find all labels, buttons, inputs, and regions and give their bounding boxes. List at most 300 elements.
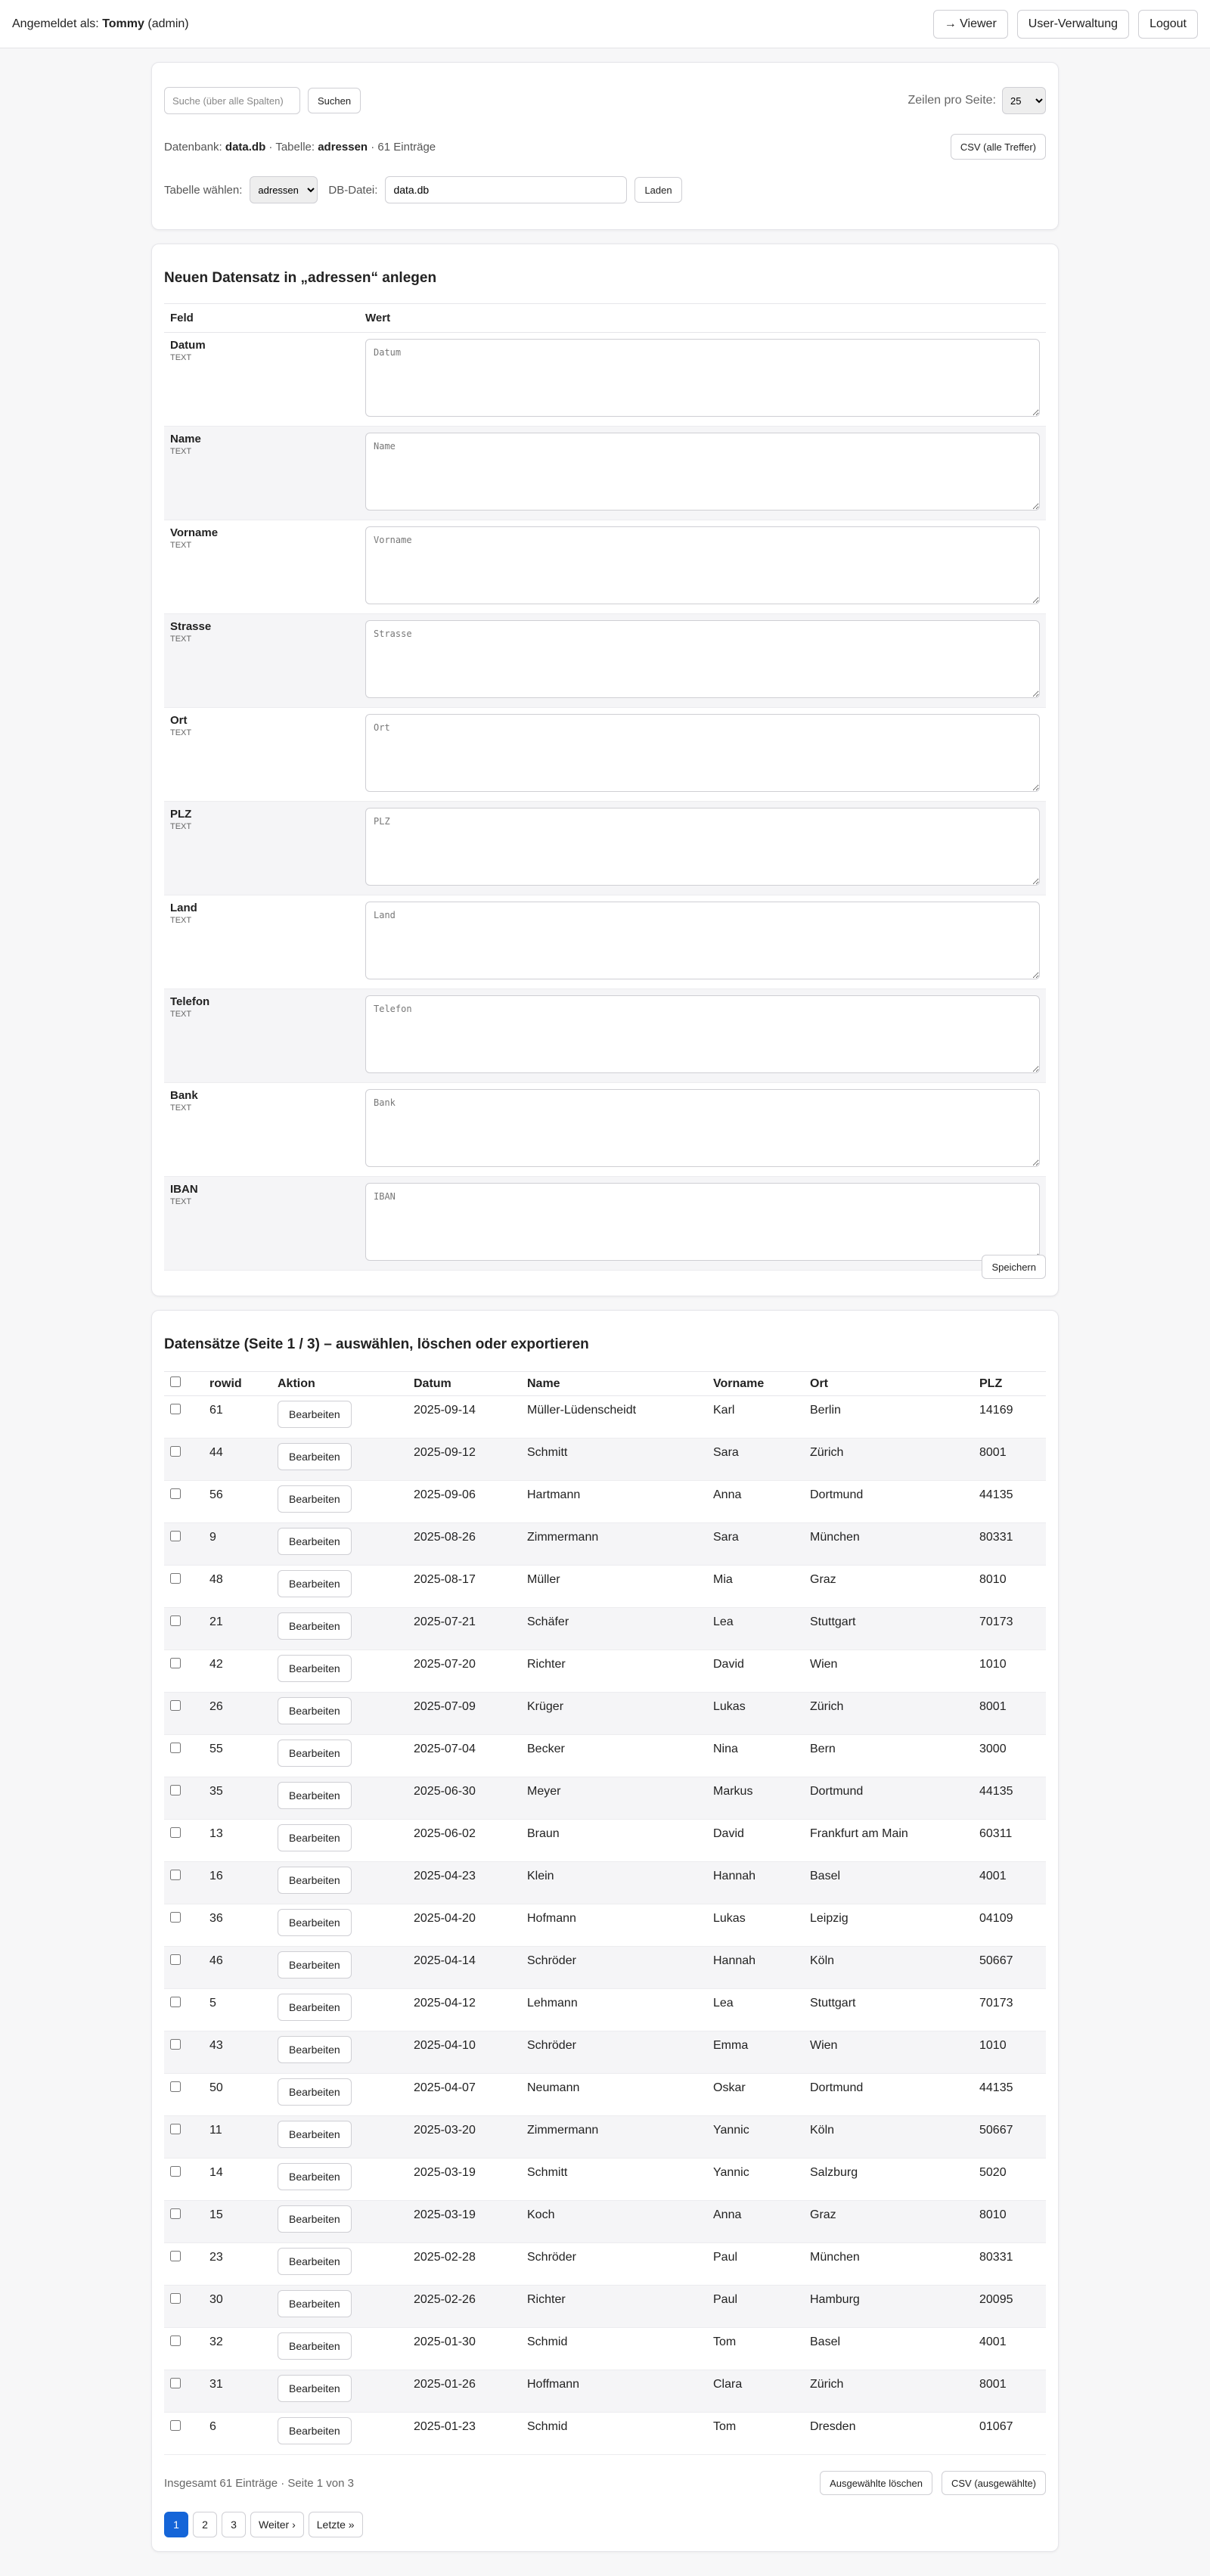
bank-textarea[interactable] [365,1089,1040,1167]
table-row [164,1439,1046,1481]
rowid-cell: 35 [203,1777,271,1820]
action-cell [271,1947,408,1989]
name-cell: Lehmann [521,1989,707,2031]
row-checkbox[interactable] [170,1743,181,1753]
user-role: (admin) [147,17,189,30]
viewer-button[interactable]: → Viewer [933,10,1008,39]
action-cell [271,2370,408,2413]
field-name: IBAN [170,1183,198,1196]
select-cell [164,2031,203,2074]
row-checkbox[interactable] [170,2124,181,2134]
table-row [164,1989,1046,2031]
field-cell [164,1083,359,1177]
row-checkbox[interactable] [170,1658,181,1668]
ort-cell: Dortmund [804,1777,973,1820]
ort-cell: Wien [804,2031,973,2074]
row-checkbox[interactable] [170,2081,181,2092]
select-cell [164,2159,203,2201]
table-select-row [164,176,1046,203]
value-cell [359,520,1046,614]
top-bar [0,0,1210,48]
row-checkbox[interactable] [170,1870,181,1880]
form-row-telefon [164,989,1046,1083]
page-2-button[interactable]: 2 [193,2512,217,2537]
plz-cell: 44135 [973,2074,1046,2116]
page-3-button[interactable]: 3 [222,2512,246,2537]
ort-cell: Basel [804,1862,973,1904]
row-checkbox[interactable] [170,2335,181,2346]
field-name: PLZ [170,808,192,821]
table-row [164,1777,1046,1820]
datum-cell: 2025-01-30 [408,2328,521,2370]
land-textarea[interactable] [365,902,1040,979]
strasse-textarea[interactable] [365,620,1040,698]
select-cell [164,1989,203,2031]
plz-cell: 5020 [973,2159,1046,2201]
col-datum: Datum [408,1372,521,1396]
select-cell [164,1947,203,1989]
rowid-cell: 31 [203,2370,271,2413]
db-label: Datenbank: [164,140,222,154]
row-checkbox[interactable] [170,1785,181,1795]
row-checkbox[interactable] [170,2208,181,2219]
save-button[interactable]: Speichern [982,1255,1046,1279]
select-cell [164,1693,203,1735]
action-cell [271,1608,408,1650]
vorname-cell: Paul [707,2286,804,2328]
name-cell: Schmitt [521,2159,707,2201]
rowid-cell: 44 [203,1439,271,1481]
controls-card [151,62,1059,230]
plz-cell: 8010 [973,1566,1046,1608]
field-cell [164,1177,359,1271]
table-label: Tabelle: [275,140,315,154]
field-cell [164,708,359,802]
table-row [164,1947,1046,1989]
edit-button[interactable]: Bearbeiten [278,2290,352,2317]
datum-cell: 2025-08-26 [408,1523,521,1566]
field-type: TEXT [170,447,192,456]
action-cell [271,1862,408,1904]
table-row [164,2370,1046,2413]
table-row [164,1904,1046,1947]
action-cell [271,1396,408,1439]
row-checkbox[interactable] [170,2378,181,2388]
search-row [164,87,1046,114]
rowid-cell: 26 [203,1693,271,1735]
ort-cell: Zürich [804,1693,973,1735]
records-footer [164,2471,1046,2495]
rowid-cell: 30 [203,2286,271,2328]
edit-button[interactable]: Bearbeiten [278,1951,352,1979]
field-type: TEXT [170,635,192,644]
edit-button[interactable]: Bearbeiten [278,1867,352,1894]
edit-button[interactable]: Bearbeiten [278,2248,352,2275]
delete-selected-button[interactable]: Ausgewählte löschen [820,2471,932,2495]
edit-button[interactable]: Bearbeiten [278,1570,352,1597]
table-select[interactable] [250,176,318,203]
form-row-land [164,895,1046,989]
select-cell [164,2328,203,2370]
name-cell: Zimmermann [521,1523,707,1566]
search-button[interactable]: Suchen [308,88,361,113]
db-file-label: DB-Datei: [328,183,378,197]
action-cell [271,2413,408,2455]
datum-cell: 2025-08-17 [408,1566,521,1608]
plz-cell: 1010 [973,1650,1046,1693]
datum-cell: 2025-06-02 [408,1820,521,1862]
select-cell [164,2116,203,2159]
edit-button[interactable]: Bearbeiten [278,2332,352,2360]
row-checkbox[interactable] [170,2420,181,2431]
rowid-cell: 55 [203,1735,271,1777]
select-cell [164,2370,203,2413]
rows-per-page-select[interactable] [1002,87,1046,114]
user-management-button[interactable]: User-Verwaltung [1017,10,1129,39]
plz-cell: 8010 [973,2201,1046,2243]
ort-cell: München [804,1523,973,1566]
form-row-strasse [164,614,1046,708]
action-cell [271,1481,408,1523]
table-row [164,1693,1046,1735]
action-cell [271,1439,408,1481]
row-checkbox[interactable] [170,2293,181,2304]
col-name: Name [521,1372,707,1396]
name-cell: Schröder [521,1947,707,1989]
datum-cell: 2025-03-19 [408,2159,521,2201]
vorname-cell: Lea [707,1608,804,1650]
username: Tommy [102,17,144,30]
choose-table-label: Tabelle wählen: [164,183,243,197]
rowid-cell: 32 [203,2328,271,2370]
rowid-cell: 23 [203,2243,271,2286]
next-page-button[interactable]: Weiter › [250,2512,304,2537]
name-cell: Zimmermann [521,2116,707,2159]
rowid-cell: 43 [203,2031,271,2074]
edit-button[interactable]: Bearbeiten [278,1782,352,1809]
ort-cell: Dortmund [804,2074,973,2116]
edit-button[interactable]: Bearbeiten [278,2121,352,2148]
name-cell: Meyer [521,1777,707,1820]
edit-button[interactable]: Bearbeiten [278,1697,352,1724]
ort-cell: Stuttgart [804,1608,973,1650]
table-row [164,1862,1046,1904]
datum-cell: 2025-01-26 [408,2370,521,2413]
name-cell: Becker [521,1735,707,1777]
pagination [164,2512,1046,2537]
vorname-cell: Hannah [707,1947,804,1989]
action-cell [271,1735,408,1777]
edit-button[interactable]: Bearbeiten [278,2417,352,2444]
vorname-cell: Paul [707,2243,804,2286]
edit-button[interactable]: Bearbeiten [278,2036,352,2063]
form-row-plz [164,802,1046,895]
name-cell: Neumann [521,2074,707,2116]
select-cell [164,2243,203,2286]
new-record-form [164,303,1046,1271]
rowid-cell: 61 [203,1396,271,1439]
edit-button[interactable]: Bearbeiten [278,2078,352,2106]
action-cell [271,1777,408,1820]
field-type: TEXT [170,728,192,737]
col-rowid: rowid [203,1372,271,1396]
vorname-cell: Lea [707,1989,804,2031]
row-checkbox[interactable] [170,1446,181,1457]
datum-cell: 2025-02-26 [408,2286,521,2328]
name-cell: Hartmann [521,1481,707,1523]
edit-button[interactable]: Bearbeiten [278,1824,352,1851]
row-checkbox[interactable] [170,1573,181,1584]
select-cell [164,2286,203,2328]
rowid-cell: 14 [203,2159,271,2201]
name-cell: Richter [521,1650,707,1693]
table-row [164,1820,1046,1862]
field-cell [164,520,359,614]
telefon-textarea[interactable] [365,995,1040,1073]
select-cell [164,2074,203,2116]
select-cell [164,1439,203,1481]
table-row [164,2116,1046,2159]
vorname-cell: Tom [707,2328,804,2370]
row-checkbox[interactable] [170,1488,181,1499]
ort-cell: Graz [804,1566,973,1608]
row-checkbox[interactable] [170,2039,181,2050]
name-cell: Braun [521,1820,707,1862]
datum-cell: 2025-07-21 [408,1608,521,1650]
records-summary: Insgesamt 61 Einträge · Seite 1 von 3 [164,2476,354,2490]
vorname-cell: David [707,1650,804,1693]
plz-cell: 70173 [973,1608,1046,1650]
table-row [164,2413,1046,2455]
form-row-vorname [164,520,1046,614]
value-cell [359,427,1046,520]
action-cell [271,2328,408,2370]
action-cell [271,2286,408,2328]
select-cell [164,1523,203,1566]
table-row [164,2286,1046,2328]
field-name: Land [170,902,197,914]
table-row [164,1396,1046,1439]
edit-button[interactable]: Bearbeiten [278,1612,352,1640]
select-cell [164,2201,203,2243]
form-row-iban [164,1177,1046,1271]
field-name: Name [170,433,201,445]
last-page-button[interactable]: Letzte » [309,2512,363,2537]
row-checkbox[interactable] [170,1827,181,1838]
ort-cell: Köln [804,1947,973,1989]
row-checkbox[interactable] [170,1912,181,1923]
edit-button[interactable]: Bearbeiten [278,1740,352,1767]
select-all-header [164,1372,203,1396]
field-name: Ort [170,714,188,727]
logged-in-label: Angemeldet als: [12,17,99,30]
edit-button[interactable]: Bearbeiten [278,1655,352,1682]
csv-selected-button[interactable]: CSV (ausgewählte) [942,2471,1046,2495]
table-row [164,1608,1046,1650]
edit-button[interactable]: Bearbeiten [278,1443,352,1470]
plz-cell: 8001 [973,2370,1046,2413]
select-all-checkbox[interactable] [170,1376,181,1387]
rows-per-page-label: Zeilen pro Seite: [908,94,996,107]
records-card [151,1310,1059,2552]
datum-cell: 2025-01-23 [408,2413,521,2455]
row-checkbox[interactable] [170,1997,181,2007]
select-cell [164,2413,203,2455]
table-row [164,1566,1046,1608]
datum-cell: 2025-04-07 [408,2074,521,2116]
plz-cell: 14169 [973,1396,1046,1439]
datum-cell: 2025-09-12 [408,1439,521,1481]
vorname-cell: Clara [707,2370,804,2413]
db-name: data.db [225,140,266,154]
action-cell [271,2159,408,2201]
rowid-cell: 13 [203,1820,271,1862]
table-row [164,2031,1046,2074]
vorname-cell: Anna [707,1481,804,1523]
vorname-cell: David [707,1820,804,1862]
plz-cell: 70173 [973,1989,1046,2031]
col-field-header: Feld [164,304,359,333]
rowid-cell: 11 [203,2116,271,2159]
rowid-cell: 46 [203,1947,271,1989]
plz-cell: 04109 [973,1904,1046,1947]
edit-button[interactable]: Bearbeiten [278,1485,352,1513]
datum-cell: 2025-04-12 [408,1989,521,2031]
value-cell [359,989,1046,1083]
ort-cell: Bern [804,1735,973,1777]
edit-button[interactable]: Bearbeiten [278,2205,352,2233]
plz-cell: 8001 [973,1439,1046,1481]
ort-cell: Zürich [804,1439,973,1481]
name-cell: Schmid [521,2328,707,2370]
ort-cell: Hamburg [804,2286,973,2328]
page-1-button[interactable]: 1 [164,2512,188,2537]
row-checkbox[interactable] [170,1954,181,1965]
vorname-cell: Nina [707,1735,804,1777]
edit-button[interactable]: Bearbeiten [278,1528,352,1555]
iban-textarea[interactable] [365,1183,1040,1261]
action-cell [271,2201,408,2243]
logout-button[interactable]: Logout [1138,10,1198,39]
vorname-cell: Yannic [707,2159,804,2201]
table-row [164,1481,1046,1523]
table-row [164,2328,1046,2370]
form-row-name [164,427,1046,520]
db-info-row [164,134,1046,160]
field-cell [164,333,359,427]
action-cell [271,1904,408,1947]
ort-cell: Berlin [804,1396,973,1439]
field-cell [164,895,359,989]
row-checkbox[interactable] [170,1700,181,1711]
field-name: Telefon [170,995,210,1008]
edit-button[interactable]: Bearbeiten [278,2375,352,2402]
field-name: Datum [170,339,206,352]
plz-cell: 44135 [973,1777,1046,1820]
row-checkbox[interactable] [170,2251,181,2261]
vorname-cell: Lukas [707,1904,804,1947]
top-actions [933,10,1198,39]
vorname-cell: Tom [707,2413,804,2455]
field-type: TEXT [170,1103,192,1113]
name-textarea[interactable] [365,433,1040,511]
datum-cell: 2025-03-19 [408,2201,521,2243]
name-cell: Krüger [521,1693,707,1735]
vorname-cell: Anna [707,2201,804,2243]
new-record-card [151,244,1059,1296]
edit-button[interactable]: Bearbeiten [278,1994,352,2021]
plz-cell: 50667 [973,2116,1046,2159]
select-cell [164,1904,203,1947]
col-vorname: Vorname [707,1372,804,1396]
vorname-cell: Sara [707,1523,804,1566]
login-info [12,17,189,31]
field-type: TEXT [170,541,192,550]
select-cell [164,1650,203,1693]
table-row [164,1735,1046,1777]
row-checkbox[interactable] [170,1531,181,1541]
datum-cell: 2025-06-30 [408,1777,521,1820]
select-cell [164,1608,203,1650]
datum-textarea[interactable] [365,339,1040,417]
vorname-cell: Markus [707,1777,804,1820]
row-checkbox[interactable] [170,1615,181,1626]
vorname-textarea[interactable] [365,526,1040,604]
rowid-cell: 9 [203,1523,271,1566]
search-input[interactable] [164,87,300,114]
action-cell [271,1650,408,1693]
name-cell: Schröder [521,2031,707,2074]
edit-button[interactable]: Bearbeiten [278,1909,352,1936]
csv-all-button[interactable]: CSV (alle Treffer) [951,134,1046,160]
table-row [164,2074,1046,2116]
plz-cell: 1010 [973,2031,1046,2074]
rowid-cell: 5 [203,1989,271,2031]
name-cell: Schröder [521,2243,707,2286]
vorname-cell: Yannic [707,2116,804,2159]
edit-button[interactable]: Bearbeiten [278,2163,352,2190]
row-checkbox[interactable] [170,2166,181,2177]
plz-cell: 80331 [973,1523,1046,1566]
value-cell [359,333,1046,427]
entries-count: 61 Einträge [377,140,436,154]
load-button[interactable]: Laden [634,177,681,203]
ort-cell: Köln [804,2116,973,2159]
vorname-cell: Oskar [707,2074,804,2116]
select-cell [164,1396,203,1439]
row-checkbox[interactable] [170,1404,181,1414]
plz-cell: 60311 [973,1820,1046,1862]
table-row [164,1523,1046,1566]
plz-textarea[interactable] [365,808,1040,886]
ort-cell: München [804,2243,973,2286]
value-cell [359,1083,1046,1177]
plz-cell: 4001 [973,1862,1046,1904]
action-cell [271,1820,408,1862]
db-file-input[interactable] [385,176,627,203]
ort-textarea[interactable] [365,714,1040,792]
edit-button[interactable]: Bearbeiten [278,1401,352,1428]
table-name: adressen [318,140,368,154]
action-cell [271,2031,408,2074]
col-aktion: Aktion [271,1372,408,1396]
select-cell [164,1777,203,1820]
name-cell: Schmid [521,2413,707,2455]
field-type: TEXT [170,916,192,925]
table-row [164,1650,1046,1693]
ort-cell: Zürich [804,2370,973,2413]
rowid-cell: 50 [203,2074,271,2116]
